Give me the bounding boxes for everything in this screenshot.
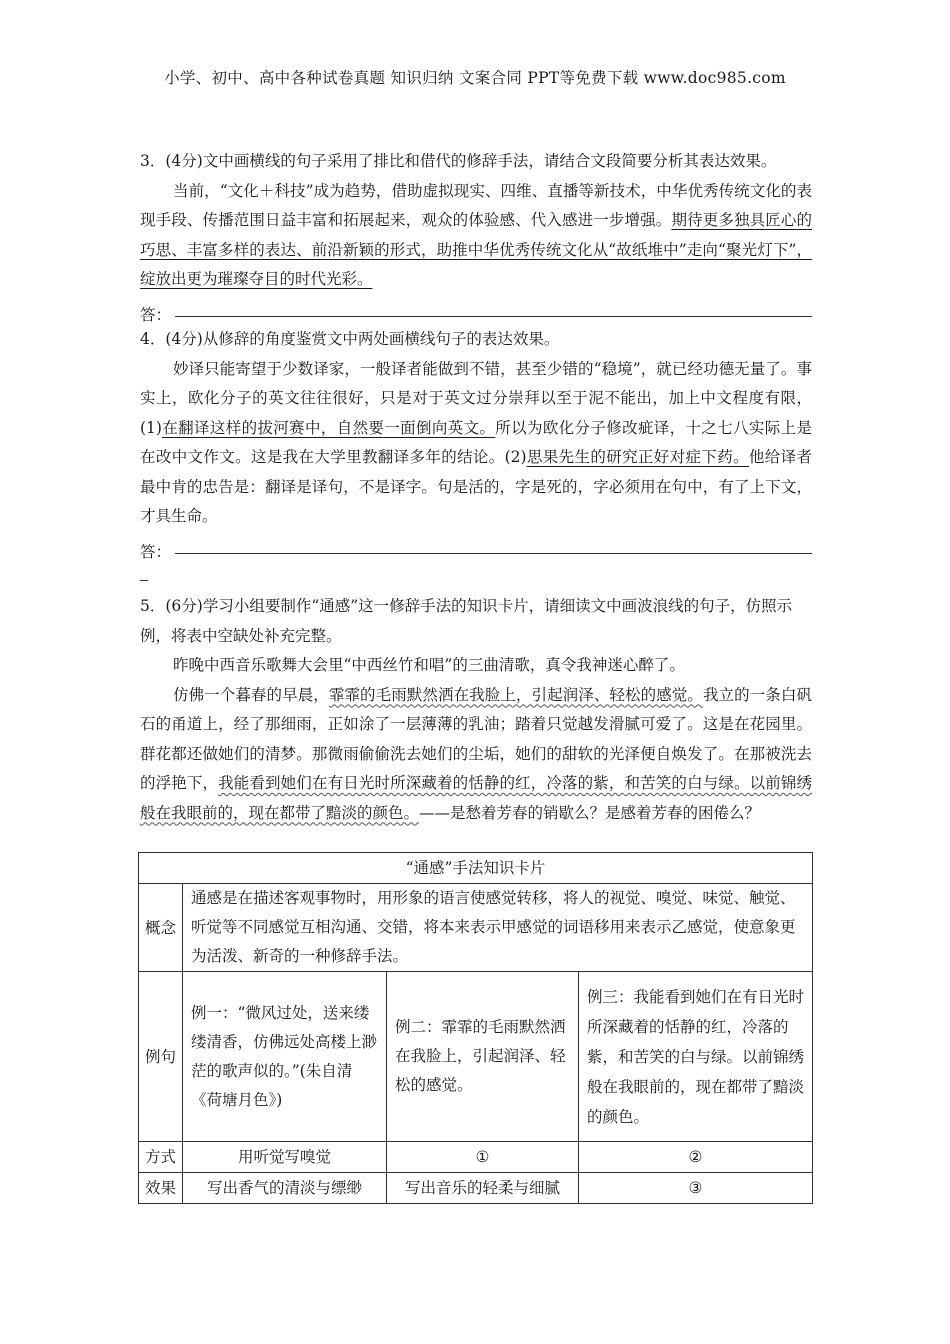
underlined-sentence: 期待更多独具匠心的巧思、丰富多样的表达、前沿新颖的形式，助推中华优秀传统文化从“故纸堆中”走向“聚光灯下”，绽放出更为璀璨夺目的时代光彩。 (140, 211, 812, 288)
row-label-method: 方式 (139, 1142, 183, 1173)
question-4-title: 4．(4分)从修辞的角度鉴赏文中两处画横线句子的表达效果。 (140, 330, 560, 348)
knowledge-card-table (138, 852, 813, 1204)
method-1: 用听觉写嗅觉 (183, 1142, 387, 1173)
question-5-title: 5．(6分)学习小组要制作“通感”这一修辞手法的知识卡片，请细读文中画波浪线的句子，仿照示例，将表中空缺处补充完整。 (140, 597, 793, 645)
answer-line[interactable] (140, 295, 812, 325)
row-label-example: 例句 (139, 972, 183, 1142)
underlined-sentence-2: 思果先生的研究正好对症下药。 (526, 448, 749, 466)
effect-3-blank[interactable]: ③ (579, 1173, 813, 1204)
wavy-sentence-1: 霏霏的毛雨默然洒在我脸上，引起润泽、轻松的感觉。 (328, 685, 703, 704)
passage-text: 所以为欧化分子修改疵译，十之七八实际上是在改中文作文。这是我在大学里教翻译多年的结论。(2) (140, 418, 812, 466)
wavy-sentence-2: 我能看到她们在有日光时所深藏着的恬静的红，冷落的紫，和苦笑的白与绿。以前锦绣般在我眼前的，现在都带了黯淡的颜色。 (140, 774, 812, 822)
question-3 (140, 147, 812, 325)
row-label-concept: 概念 (139, 884, 183, 972)
question-5-paragraph-2 (140, 681, 812, 829)
page-header: 小学、初中、高中各种试卷真题 知识归纳 文案合同 PPT等免费下载 www.doc985.com (164, 69, 786, 87)
answer-label: 答： (140, 305, 172, 324)
method-3-blank[interactable]: ② (579, 1142, 813, 1173)
question-5 (140, 592, 812, 828)
table-title: “通感”手法知识卡片 (139, 853, 813, 884)
answer-line[interactable] (140, 532, 812, 562)
row-label-effect: 效果 (139, 1173, 183, 1204)
question-4-passage (140, 355, 812, 532)
effect-2: 写出音乐的轻柔与细腻 (387, 1173, 579, 1204)
effect-1: 写出香气的清淡与缥缈 (183, 1173, 387, 1204)
underlined-sentence-1: 在翻译这样的拔河赛中，自然要一面倒向英文。 (161, 418, 496, 437)
answer-label: 答： (140, 542, 172, 561)
passage-text: 妙译只能寄望于少数译家，一般译者能做到不错，甚至少错的“稳境”，就已经功德无量了。事实上，欧化分子的英文往往很好，只是对于英文过分崇拜以至于泥不能出，加上中文程度有限，(1) (140, 359, 812, 437)
passage-text: 当前，“文化＋科技”成为趋势，借助虚拟现实、四维、直播等新技术，中华优秀传统文化的表现手段、传播范围日益丰富和拓展起来，观众的体验感、代入感进一步增强。 (140, 181, 812, 229)
example-1: 例一：“微风过处，送来缕缕清香，仿佛远处高楼上渺茫的歌声似的。”(朱自清《荷塘月色》) (183, 972, 387, 1142)
passage-text: 我立的一条白矾石的甬道上，经了那细雨，正如涂了一层薄薄的乳油；踏着只觉越发滑腻可爱了。这是在花园里。群花都还做她们的清梦。那微雨偷偷洗去她们的尘垢，她们的甜软的光泽便自焕发了。在那被洗去的浮艳下， (140, 685, 812, 792)
concept-text: 通感是在描述客观事物时，用形象的语言使感觉转移，将人的视觉、嗅觉、味觉、触觉、听觉等不同感觉互相沟通、交错，将本来表示甲感觉的词语移用来表示乙感觉，使意象更为活泼、新奇的一种修辞手法。 (183, 884, 813, 972)
passage-text: ——是愁着芳春的销歇么？是感着芳春的困倦么？ (419, 803, 761, 822)
method-2-blank[interactable]: ① (387, 1142, 579, 1173)
passage-text: 他给译者最中肯的忠告是：翻译是译句，不是译字。句是活的，字是死的，字必须用在句中，有了上下文，才具生命。 (140, 448, 812, 525)
answer-line-continuation[interactable] (140, 562, 148, 581)
question-5-paragraph-1: 昨晚中西音乐歌舞大会里“中西丝竹和唱”的三曲清歌，真令我神迷心醉了。 (173, 656, 685, 674)
question-3-title: 3．(4分)文中画横线的句子采用了排比和借代的修辞手法，请结合文段简要分析其表达效果。 (140, 152, 777, 170)
question-4 (140, 325, 812, 581)
question-3-passage (140, 177, 812, 295)
passage-text: 仿佛一个暮春的早晨， (173, 685, 329, 704)
example-2: 例二：霏霏的毛雨默然洒在我脸上，引起润泽、轻松的感觉。 (387, 972, 579, 1142)
example-3: 例三：我能看到她们在有日光时所深藏着的恬静的红，冷落的紫，和苦笑的白与绿。以前锦绣般在我眼前的，现在都带了黯淡的颜色。 (579, 972, 813, 1142)
